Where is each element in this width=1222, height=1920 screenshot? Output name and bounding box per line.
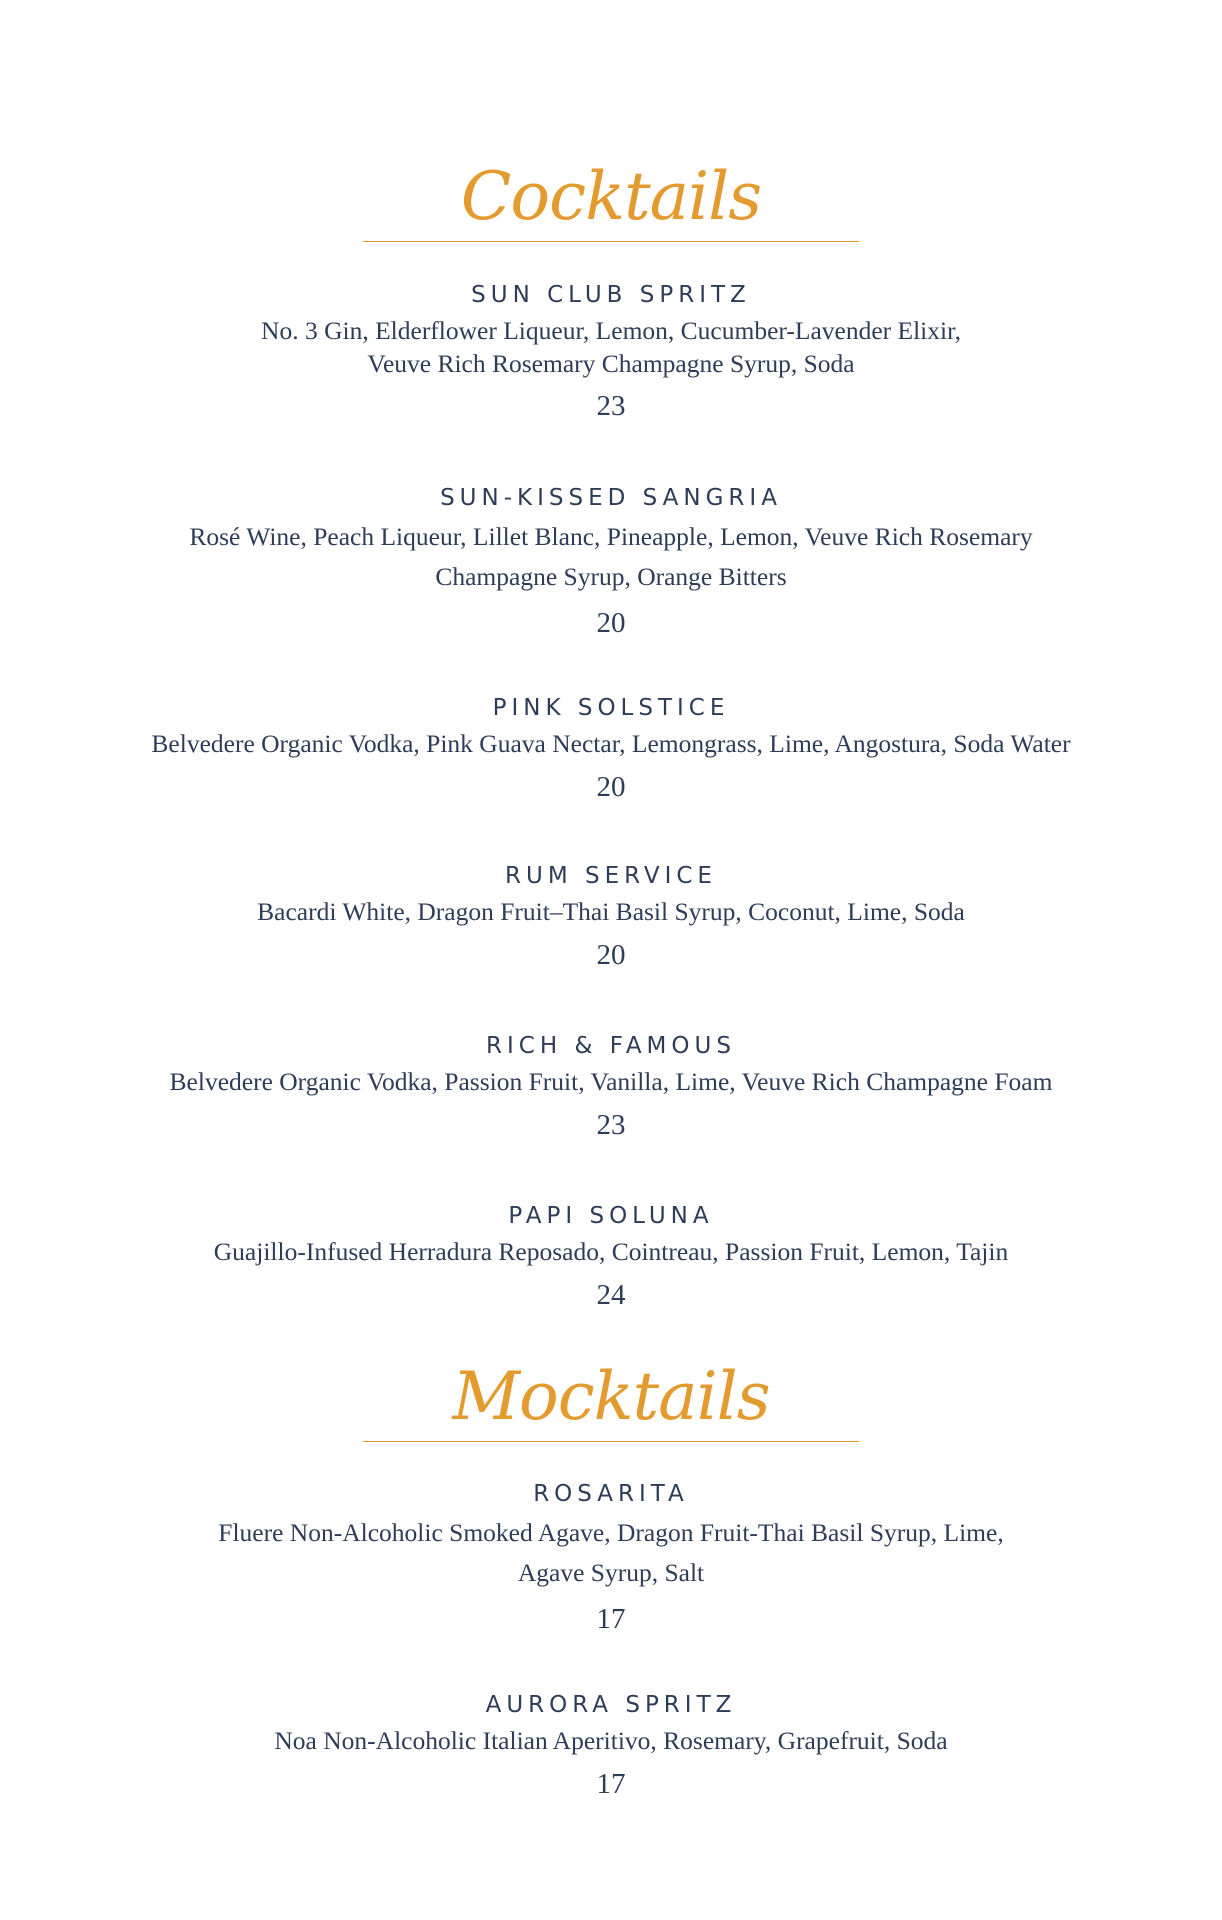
- item-price: 17: [596, 1768, 626, 1800]
- item-name: SUN CLUB SPRITZ: [471, 282, 751, 308]
- item-price: 23: [596, 390, 626, 422]
- item-description: [60, 1724, 1162, 1758]
- item-price: 20: [596, 771, 626, 803]
- item-description-line: Belvedere Organic Vodka, Passion Fruit, Vanilla, Lime, Veuve Rich Champagne Foam: [169, 1067, 1053, 1096]
- item-description-line: Veuve Rich Rosemary Champagne Syrup, Soda: [367, 349, 855, 378]
- item-name: SUN-KISSED SANGRIA: [440, 485, 782, 511]
- item-description-line: Noa Non-Alcoholic Italian Aperitivo, Rosemary, Grapefruit, Soda: [274, 1726, 948, 1755]
- section-header-mocktails: [363, 1358, 859, 1442]
- item-price: 17: [596, 1603, 626, 1635]
- menu-item: [60, 280, 1162, 424]
- item-description-line: Guajillo-Infused Herradura Reposado, Cointreau, Passion Fruit, Lemon, Tajin: [213, 1237, 1009, 1266]
- item-description: [60, 895, 1162, 929]
- menu-item: [60, 483, 1162, 641]
- item-description-line: Bacardi White, Dragon Fruit–Thai Basil Syrup, Coconut, Lime, Soda: [257, 897, 965, 926]
- item-name: PAPI SOLUNA: [508, 1203, 714, 1229]
- item-description-line: Belvedere Organic Vodka, Pink Guava Nectar, Lemongrass, Lime, Angostura, Soda Water: [151, 729, 1071, 758]
- section-header-cocktails: [363, 158, 859, 242]
- item-name: RUM SERVICE: [505, 863, 717, 889]
- section-title: Cocktails: [460, 158, 762, 235]
- item-description: [60, 1235, 1162, 1269]
- item-description-line: Champagne Syrup, Orange Bitters: [435, 562, 787, 591]
- item-name: ROSARITA: [533, 1481, 689, 1507]
- item-name: PINK SOLSTICE: [492, 695, 730, 721]
- item-description-line: Fluere Non-Alcoholic Smoked Agave, Dragon Fruit-Thai Basil Syrup, Lime,: [218, 1518, 1004, 1547]
- item-price: 20: [596, 607, 626, 639]
- item-price: 23: [596, 1109, 626, 1141]
- item-description: [60, 727, 1162, 761]
- item-description-line: Rosé Wine, Peach Liqueur, Lillet Blanc, Pineapple, Lemon, Veuve Rich Rosemary: [189, 522, 1033, 551]
- item-description-line: Agave Syrup, Salt: [517, 1558, 705, 1587]
- menu-item: [60, 1201, 1162, 1313]
- item-price: 24: [596, 1279, 626, 1311]
- item-price: 20: [596, 939, 626, 971]
- item-name: AURORA SPRITZ: [485, 1692, 737, 1718]
- item-name: RICH & FAMOUS: [486, 1033, 736, 1059]
- menu-item: [60, 693, 1162, 805]
- section-divider: [363, 241, 859, 242]
- menu-item: [60, 1690, 1162, 1802]
- item-description: [60, 314, 1162, 380]
- menu-item: [60, 1479, 1162, 1637]
- section-title: Mocktails: [452, 1358, 770, 1435]
- item-description: [60, 1065, 1162, 1099]
- item-description-line: No. 3 Gin, Elderflower Liqueur, Lemon, Cucumber-Lavender Elixir,: [261, 316, 961, 345]
- menu-item: [60, 1031, 1162, 1143]
- item-description: [60, 1513, 1162, 1593]
- item-description: [60, 517, 1162, 597]
- menu-item: [60, 861, 1162, 973]
- section-divider: [363, 1441, 859, 1442]
